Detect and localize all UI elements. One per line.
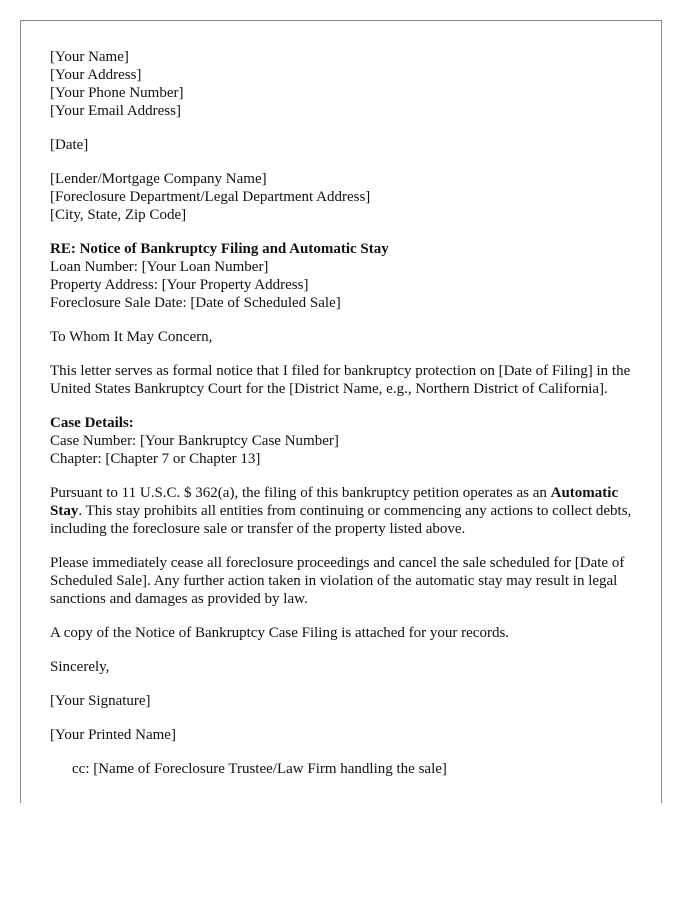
case-details-block: [50, 414, 640, 468]
re-heading: RE: Notice of Bankruptcy Filing and Automatic Stay: [50, 241, 389, 257]
printed-name-line: [Your Printed Name]: [50, 727, 176, 743]
sender-name: [Your Name]: [50, 49, 129, 65]
automatic-stay-emphasis: Automatic Stay: [50, 485, 619, 519]
letter-body: [50, 48, 640, 778]
sale-date: Foreclosure Sale Date: [Date of Scheduled Sale]: [50, 295, 341, 311]
cc-line: cc: [Name of Foreclosure Trustee/Law Firm handling the sale]: [72, 761, 447, 777]
sender-phone: [Your Phone Number]: [50, 85, 184, 101]
re-block: [50, 240, 640, 312]
recipient-department-address: [Foreclosure Department/Legal Department Address]: [50, 189, 371, 205]
recipient-company: [Lender/Mortgage Company Name]: [50, 171, 267, 187]
letter-page: [20, 20, 662, 803]
property-address: Property Address: [Your Property Address]: [50, 277, 309, 293]
loan-number: Loan Number: [Your Loan Number]: [50, 259, 269, 275]
closing: Sincerely,: [50, 659, 110, 675]
intro-paragraph: This letter serves as formal notice that I filed for bankruptcy protection on [Date of Filing] in the United States Bankruptcy Court for the [District Name, e.g., Northern District of California].: [50, 363, 631, 397]
stay-text-before: Pursuant to 11 U.S.C. $ 362(a), the filing of this bankruptcy petition operates as an: [50, 485, 551, 501]
chapter: Chapter: [Chapter 7 or Chapter 13]: [50, 451, 261, 467]
stay-text-after: . This stay prohibits all entities from continuing or commencing any actions to collect debts, including the foreclosure sale or transfer of the property listed above.: [50, 503, 632, 537]
case-number: Case Number: [Your Bankruptcy Case Number]: [50, 433, 339, 449]
sender-block: [50, 48, 640, 120]
attachment-paragraph: A copy of the Notice of Bankruptcy Case Filing is attached for your records.: [50, 625, 510, 641]
recipient-block: [50, 170, 640, 224]
salutation: To Whom It May Concern,: [50, 329, 213, 345]
sender-address: [Your Address]: [50, 67, 142, 83]
signature-line: [Your Signature]: [50, 693, 151, 709]
date-line: [Date]: [50, 137, 89, 153]
case-details-heading: Case Details:: [50, 415, 134, 431]
sender-email: [Your Email Address]: [50, 103, 181, 119]
recipient-city-state-zip: [City, State, Zip Code]: [50, 207, 187, 223]
automatic-stay-paragraph: [50, 484, 640, 538]
cease-paragraph: Please immediately cease all foreclosure proceedings and cancel the sale scheduled for [Date of Scheduled Sale]. Any further action taken in violation of the automatic stay may result in legal sanctions and damages as provided by law.: [50, 555, 625, 607]
